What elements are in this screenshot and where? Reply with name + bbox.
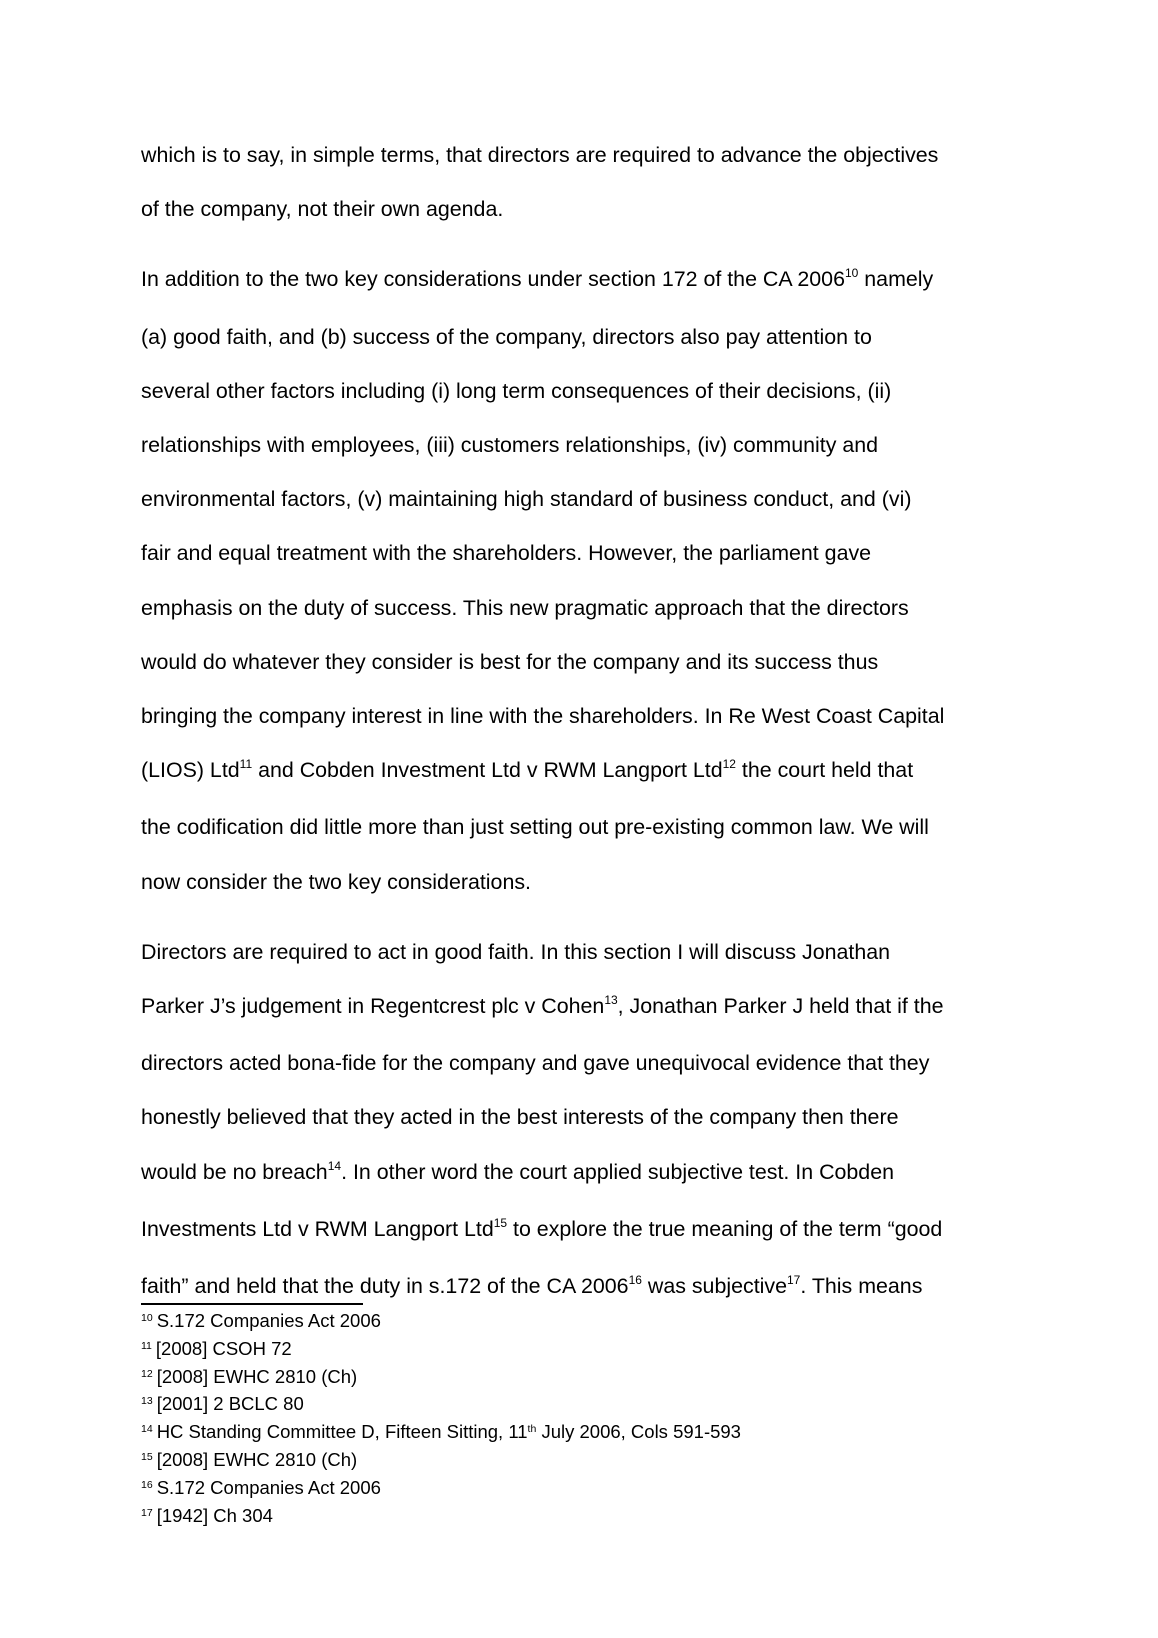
text-run: honestly believed that they acted in the best interests of the company then there: [141, 1105, 899, 1130]
footnote-text: [2008] EWHC 2810 (Ch): [156, 1365, 358, 1387]
text-run: . This means: [800, 1274, 923, 1299]
footnote-reference[interactable]: 10: [844, 266, 859, 281]
text-run: bringing the company interest in line with the shareholders. In Re West Coast Capital: [141, 704, 945, 729]
text-run: Parker J’s judgement in Regentcrest plc v Cohen: [141, 994, 605, 1019]
text-run: Directors are required to act in good faith. In this section I will discuss Jonathan: [141, 939, 891, 964]
text-run: In addition to the two key considerations under section 172 of the CA 2006: [141, 267, 845, 292]
text-run: namely: [858, 267, 934, 292]
footnote-reference[interactable]: 13: [604, 993, 618, 1008]
footnote-number: 16: [141, 1478, 153, 1491]
footnote-text: S.172 Companies Act 2006: [156, 1476, 381, 1498]
body-text: [141, 128, 1021, 1332]
text-run: would do whatever they consider is best for the company and its success thus: [141, 649, 879, 674]
text-run: faith” and held that the duty in s.172 of the CA 2006: [141, 1274, 629, 1299]
text-line: [141, 526, 1021, 580]
text-line: [141, 1090, 1021, 1144]
footnote-number: 11: [141, 1339, 152, 1352]
footnote-text: [1942] Ch 304: [156, 1504, 273, 1526]
text-line: [141, 252, 1021, 309]
text-run: of the company, not their own agenda.: [141, 197, 504, 222]
text-run: Investments Ltd v RWM Langport Ltd: [141, 1216, 494, 1241]
footnote-reference[interactable]: 11: [239, 757, 253, 772]
text-line: [141, 418, 1021, 472]
footnote: [141, 1448, 1021, 1476]
text-line: [141, 472, 1021, 526]
text-run: (LIOS) Ltd: [141, 758, 240, 783]
text-run: several other factors including (i) long term consequences of their decisions, (ii): [141, 378, 892, 403]
footnote: [141, 1504, 1021, 1532]
footnote-text: [2008] CSOH 72: [155, 1337, 292, 1359]
text-run: was subjective: [641, 1274, 787, 1299]
text-line: [141, 1259, 1021, 1316]
text-line: [141, 689, 1021, 743]
footnote-text: [2001] 2 BCLC 80: [156, 1393, 304, 1415]
text-run: the codification did little more than just setting out pre-existing common law. We will: [141, 815, 929, 840]
paragraph: [141, 128, 1021, 236]
footnote: [141, 1309, 1021, 1337]
text-run: . In other word the court applied subjective test. In Cobden: [341, 1159, 894, 1184]
footnote-number: 12: [141, 1367, 153, 1380]
text-run: , Jonathan Parker J held that if the: [617, 994, 944, 1019]
footnote: [141, 1365, 1021, 1393]
footnote-separator: [141, 1303, 363, 1305]
footnote-text: S.172 Companies Act 2006: [156, 1310, 381, 1331]
text-run: the court held that: [735, 758, 914, 783]
text-run: would be no breach: [141, 1159, 328, 1184]
text-line: [141, 310, 1021, 364]
footnote: [141, 1476, 1021, 1504]
footnote-number: 17: [141, 1506, 153, 1519]
text-run: to explore the true meaning of the term “good: [507, 1216, 943, 1241]
text-run: relationships with employees, (iii) customers relationships, (iv) community and: [141, 433, 879, 458]
text-line: [141, 581, 1021, 635]
text-line: [141, 364, 1021, 418]
footnote: [141, 1337, 1021, 1365]
text-line: [141, 925, 1021, 979]
text-line: [141, 128, 1021, 182]
text-line: [141, 979, 1021, 1036]
footnote-number: 15: [141, 1450, 153, 1463]
text-line: [141, 1202, 1021, 1259]
text-line: [141, 855, 1021, 909]
ordinal-suffix: th: [527, 1423, 537, 1436]
footnote: [141, 1392, 1021, 1420]
text-run: which is to say, in simple terms, that directors are required to advance the objectives: [141, 143, 939, 167]
paragraph: [141, 252, 1021, 908]
footnote: [141, 1420, 1021, 1448]
text-run: fair and equal treatment with the shareholders. However, the parliament gave: [141, 541, 872, 566]
text-line: [141, 1036, 1021, 1090]
footnote-text: [2008] EWHC 2810 (Ch): [156, 1448, 358, 1470]
text-line: [141, 182, 1021, 236]
text-run: now consider the two key considerations.: [141, 869, 531, 894]
footnotes: [141, 1309, 1021, 1531]
footnote-text: July 2006, Cols 591-593: [536, 1421, 741, 1443]
footnote-reference[interactable]: 12: [722, 757, 736, 772]
footnote-number: 14: [141, 1423, 153, 1436]
text-run: emphasis on the duty of success. This new pragmatic approach that the directors: [141, 595, 909, 620]
text-line: [141, 743, 1021, 800]
footnote-number: 10: [141, 1312, 153, 1324]
text-line: [141, 800, 1021, 854]
footnote-reference[interactable]: 14: [327, 1158, 342, 1173]
text-line: [141, 635, 1021, 689]
text-line: [141, 1145, 1021, 1202]
footnote-reference[interactable]: 16: [628, 1273, 642, 1288]
footnote-text: HC Standing Committee D, Fifteen Sitting, 11: [156, 1421, 528, 1443]
paragraph: [141, 925, 1021, 1316]
text-run: (a) good faith, and (b) success of the company, directors also pay attention to: [141, 324, 872, 349]
footnote-number: 13: [141, 1395, 153, 1408]
text-run: and Cobden Investment Ltd v RWM Langport Ltd: [252, 758, 723, 783]
footnote-reference[interactable]: 15: [493, 1215, 508, 1230]
text-run: directors acted bona-fide for the company and gave unequivocal evidence that they: [141, 1051, 930, 1076]
footnote-reference[interactable]: 17: [786, 1273, 801, 1288]
text-run: environmental factors, (v) maintaining high standard of business conduct, and (vi): [141, 487, 912, 512]
